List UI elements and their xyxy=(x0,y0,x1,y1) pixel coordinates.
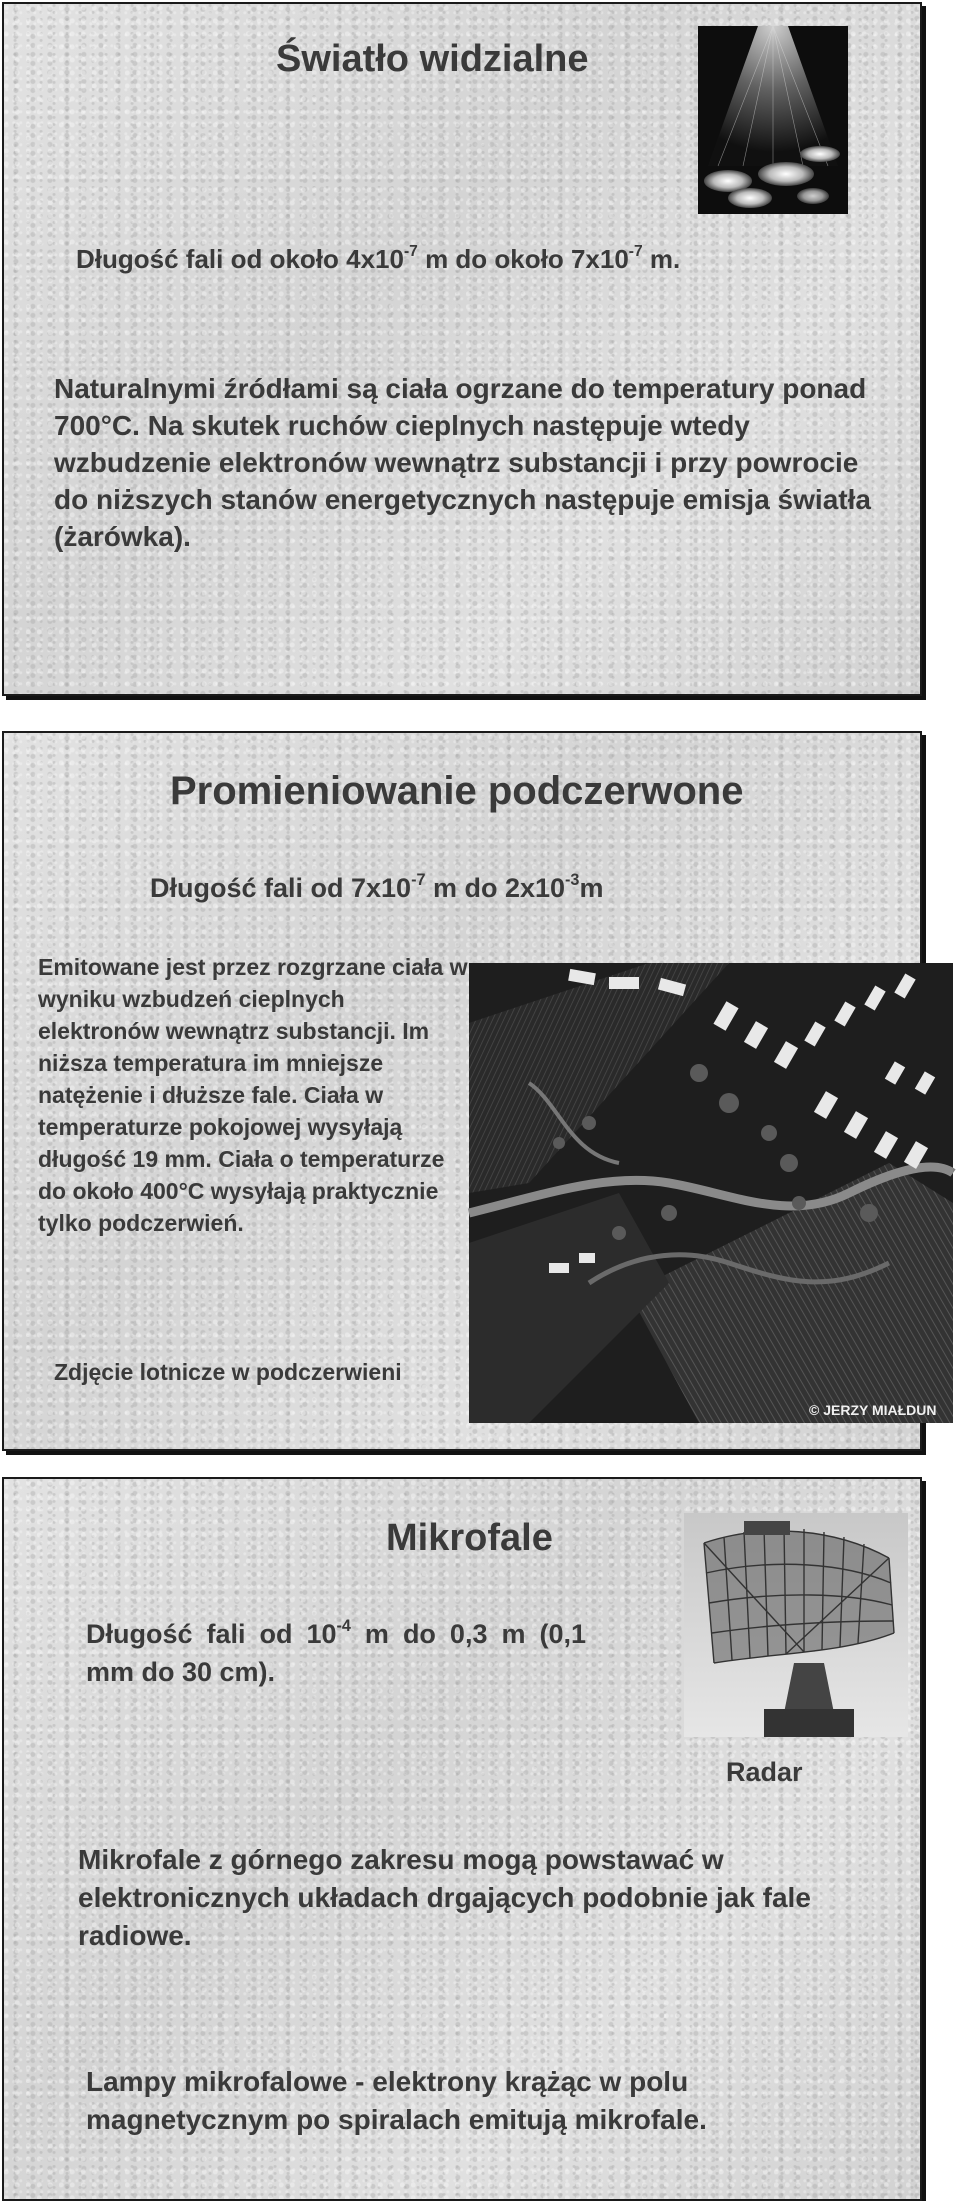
light-beam-photo xyxy=(698,26,848,214)
slide-title: Promieniowanie podczerwone xyxy=(170,769,744,813)
photo-caption: Zdjęcie lotnicze w podczerwieni xyxy=(54,1359,402,1385)
slide-title: Mikrofale xyxy=(386,1517,553,1559)
photo-credit: © JERZY MIAŁDUN xyxy=(809,1402,937,1418)
slide-microwaves xyxy=(2,1477,922,2201)
photo-caption: Radar xyxy=(726,1757,803,1787)
slide-body-text: Naturalnymi źródłami są ciała ogrzane do temperatury ponad 700°C. Na skutek ruchów cieplnych następuje wtedy wzbudzenie elektronów wewnątrz substancji i przy powrocie do niższych stanów energetycznych następuje emisja światła (żarówka). xyxy=(54,373,871,552)
slide-title: Światło widzialne xyxy=(276,38,589,80)
slide-visible-light xyxy=(2,2,922,696)
aerial-infrared-photo xyxy=(469,963,953,1423)
wavelength-range: Długość fali od około $4x10^{-7}$ m do około $7x10^{-7}$ m. xyxy=(76,243,681,274)
slide-infrared xyxy=(2,731,937,1451)
slide-body-text: Emitowane jest przez rozgrzane ciała w wyniku wzbudzeń cieplnych elektronów wewnątrz substancji. Im niższa temperatura im mniejsze natężenie i dłuższe fale. Ciała w temperaturze pokojowej wysyłają długość 19 mm. Ciała o temperaturze do około 400°C wysyłają praktycznie tylko podczerwień. xyxy=(38,954,468,1236)
radar-antenna-photo xyxy=(684,1513,908,1737)
slide-body-text: Mikrofale z górnego zakresu mogą powstawać w elektronicznych układach drgających podobnie jak fale radiowe. xyxy=(78,1844,811,1951)
slide-body-text: Lampy mikrofalowe - elektrony krążąc w polu magnetycznym po spiralach emitują mikrofale. xyxy=(86,2066,707,2135)
wavelength-range: Długość fali od $7x10^{-7}$ m do $2x10^{-3}m$ xyxy=(150,870,604,903)
wavelength-range: Długość fali od $10^{-4}$ m do 0,3 m (0,1 mm do 30 cm). xyxy=(86,1616,586,1687)
